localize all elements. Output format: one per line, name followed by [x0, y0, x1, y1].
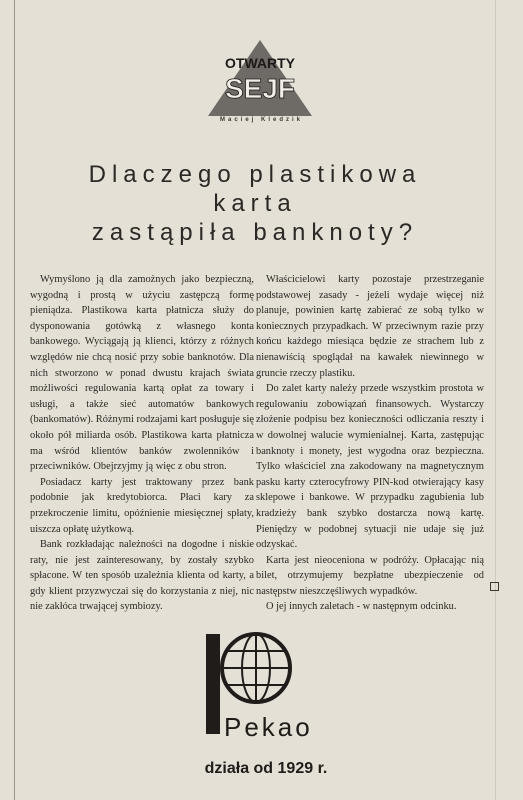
right-column — [256, 272, 484, 615]
triangle-logo-icon — [200, 36, 320, 126]
logo-line2: SEJF — [224, 73, 296, 104]
ad-tagline: działa od 1929 r. — [204, 760, 328, 777]
left-column — [30, 272, 254, 615]
brand-name: Pekao — [224, 712, 313, 742]
logo-line1: OTWARTY — [225, 55, 295, 71]
article-title — [20, 160, 490, 247]
paragraph: Bank rozkładając należności na dogodne i niskie raty, nie jest zainteresowany, by zostały szybko spłacone. W ten sposób uzależnia klienta od karty, a gdy klient przyzwyczai się do korzystania z niej, nic nie zakłóca trwającej symbiozy. — [30, 539, 254, 613]
paragraph: Posiadacz karty jest traktowany przez bank podobnie jak kredytobiorca. Płaci kary za przekroczenie limitu, opóźnienie miesięcznej spłaty, uiszcza opłatę użytkową. — [30, 476, 254, 535]
square-end-icon — [490, 582, 499, 591]
title-line1: Dlaczego plastikowa — [88, 161, 422, 188]
paragraph: Właścicielowi karty pozostaje przestrzeganie podstawowej zasady - jeżeli wydaje więcej niż planuje, powinien kartę zabierać ze sobą tylko w koniecznych przypadkach. W przeciwnym razie przy końcu każdego miesiąca będzie ze strachem lub z nienawiścią spoglądał na kawałek niewinnego w gruncie rzeczy plastiku. — [256, 274, 484, 379]
paragraph: Do zalet karty należy przede wszystkim prostota w regulowaniu zobowiązań finansowych. Wystarczy złożenie podpisu bez konieczności odliczania reszty i w dowolnej walucie wymienialnej. Karta, zastępując banknoty i monety, jest wygodna oraz bezpieczna. Tylko właściciel zna zakodowany na magnetycznym pasku karty czterocyfrowy PIN-kod otwierający kasy sklepowe i bankowe. W przypadku zagubienia lub kradzieży bank szybko dostarcza nową kartę. Pieniędzy w podobnej sytuacji nie udaje się już odzyskać. — [256, 383, 484, 551]
title-line3: zastąpiła banknoty? — [91, 219, 419, 246]
author-name: Maciej Kledzik — [219, 117, 303, 123]
paragraph: Wymyślono ją dla zamożnych jako bezpieczną, wygodną i prostą w użyciu zastępczą formę pieniądza. Plastikowa karta płatnicza służy do dysponowania gotówką z własnego konta bankowego. Wyciągają ją klienci, którzy z różnych względów nie chcą nosić przy sobie banknotów. Dla nich stworzono w ponad dwustu krajach świata możliwości regulowania kartą opłat za towary i usługi, a także sieć automatów bankowych (bankomatów). Różnymi rodzajami kart posługuje się około pół miliarda osób. Plastikowa karta płatnicza ma wśród klientów banków zwolenników i przeciwników. Obejrzyjmy ją więc z obu stron. — [30, 274, 254, 473]
paragraph: O jej innych zaletach - w następnym odcinku. — [266, 601, 457, 613]
globe-icon — [222, 634, 290, 702]
paragraph: Karta jest nieoceniona w podróży. Opłacając nią bilet, otrzymujemy bezpłatne ubezpieczenie od następstw nieszczęśliwych wypadków. — [256, 554, 484, 597]
column-logo — [200, 36, 320, 126]
pekao-logo — [190, 620, 340, 760]
title-line2: karta — [213, 190, 297, 217]
